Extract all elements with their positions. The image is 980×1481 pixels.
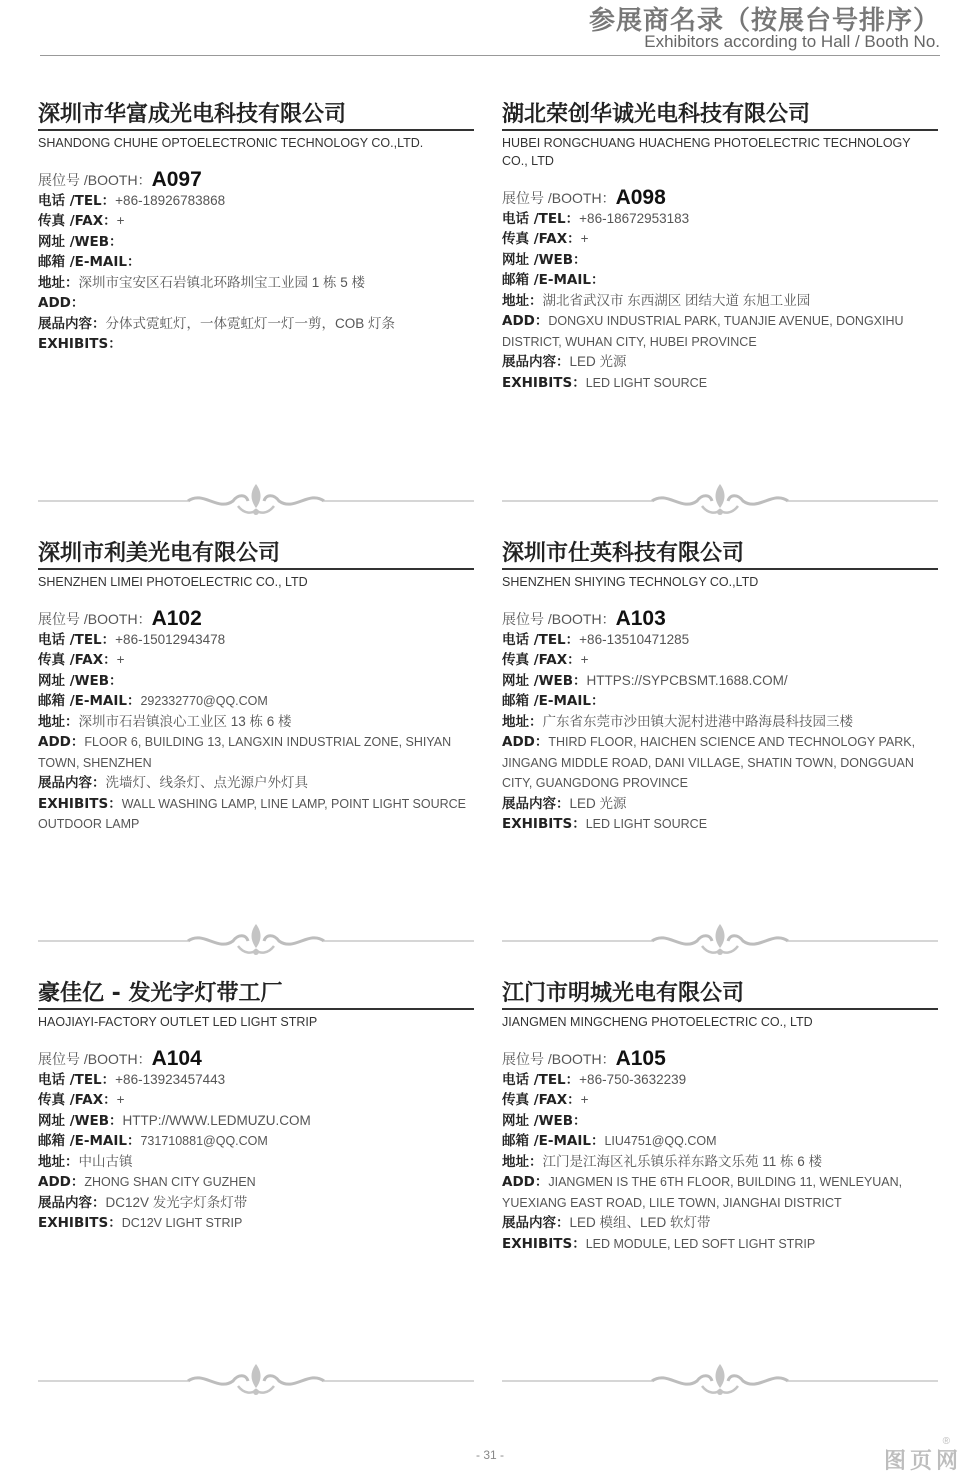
fax-value: + (580, 1092, 589, 1107)
address-cn-row (502, 1152, 938, 1173)
fax-label: 传真 /FAX： (502, 1092, 581, 1108)
fax-value: + (116, 652, 125, 667)
exhibits-en-label: EXHIBITS： (38, 336, 122, 352)
exhibits-cn-label: 展品内容： (38, 775, 106, 791)
page-number: - 31 - (475, 1448, 504, 1462)
email-row (38, 691, 474, 712)
web-row (502, 1111, 938, 1132)
fax-row (502, 229, 938, 250)
exhibits-cn-value: 洗墙灯、线条灯、点光源户外灯具 (105, 775, 308, 790)
web-label: 网址 /WEB： (502, 672, 587, 689)
email-row (502, 691, 938, 712)
exhibits-cn-label: 展品内容： (502, 795, 570, 812)
tel-label: 电话 /TEL： (38, 1071, 116, 1088)
company-name-cn: 江门市明城光电有限公司 (502, 981, 745, 1006)
exhibits-cn-row (502, 352, 938, 373)
email-label: 邮箱 /E-MAIL： (502, 693, 605, 709)
web-label: 网址 /WEB： (38, 1112, 123, 1129)
exhibitor-card (38, 539, 474, 835)
company-name-cn: 豪佳亿 - 发光字灯带工厂 (38, 981, 283, 1006)
tel-row (38, 1070, 474, 1091)
web-row (38, 671, 474, 692)
email-link[interactable]: LIU4751@QQ.COM (604, 1134, 717, 1148)
exhibits-cn-row (502, 794, 938, 815)
company-name-en: HAOJIAYI-FACTORY OUTLET LED LIGHT STRIP (38, 1015, 318, 1029)
address-en-row (502, 732, 938, 794)
exhibitor-card (38, 100, 474, 355)
exhibits-cn-label: 展品内容： (502, 354, 570, 370)
booth-row (502, 1049, 938, 1070)
address-cn-row (38, 712, 474, 733)
address-cn-label: 地址： (38, 1153, 79, 1170)
ornament-divider (502, 480, 938, 520)
tel-value: +86-18926783868 (115, 192, 226, 208)
exhibits-en-value: WALL WASHING LAMP, LINE LAMP, POINT LIGHT SOURCE OUTDOOR LAMP (38, 796, 467, 831)
tel-row (502, 1070, 938, 1091)
address-cn-value: 湖北省武汉市 东西湖区 团结大道 东旭工业园 (542, 292, 811, 308)
exhibits-cn-row (502, 1213, 938, 1234)
address-en-label: ADD： (502, 1174, 549, 1190)
fax-label: 传真 /FAX： (38, 1092, 117, 1108)
address-cn-label: 地址： (502, 292, 543, 309)
tel-label: 电话 /TEL： (38, 631, 116, 648)
address-en-label: ADD： (38, 1174, 85, 1190)
exhibits-cn-value: LED 光源 (569, 795, 627, 811)
address-cn-label: 地址： (502, 713, 543, 730)
booth-label: 展位号 /BOOTH： (38, 172, 152, 188)
tel-value: +86-18672953183 (579, 210, 690, 226)
web-row (502, 250, 938, 271)
email-row (502, 270, 938, 291)
booth-label: 展位号 /BOOTH： (38, 1051, 152, 1067)
fax-label: 传真 /FAX： (38, 652, 117, 668)
tel-label: 电话 /TEL： (502, 1071, 580, 1088)
booth-label: 展位号 /BOOTH： (38, 611, 152, 627)
exhibits-en-label: EXHIBITS： (502, 1235, 586, 1252)
exhibits-cn-label: 展品内容： (38, 315, 106, 332)
fax-label: 传真 /FAX： (38, 213, 117, 229)
tel-label: 电话 /TEL： (502, 210, 580, 227)
email-label: 邮箱 /E-MAIL： (38, 693, 141, 709)
booth-number: A097 (151, 168, 202, 191)
email-label: 邮箱 /E-MAIL： (502, 272, 605, 288)
address-en-value: THIRD FLOOR, HAICHEN SCIENCE AND TECHNOLOGY PARK, JINGANG MIDDLE ROAD, DANI VILLAGE, SHATIN TOWN, DONGGUAN CITY, GUANGDONG PROVINCE (502, 735, 916, 790)
fax-value: + (116, 213, 125, 228)
booth-number: A103 (615, 607, 666, 630)
web-label: 网址 /WEB： (38, 672, 123, 689)
company-name-en: HUBEI RONGCHUANG HUACHENG PHOTOELECTRIC TECHNOLOGY CO., LTD (502, 136, 911, 168)
address-cn-row (38, 273, 474, 294)
watermark-logo: 图页网 (883, 1449, 962, 1474)
exhibits-cn-value: LED 光源 (569, 354, 627, 369)
tel-row (502, 630, 938, 651)
exhibitor-card (502, 100, 938, 393)
address-en-row (38, 1172, 474, 1193)
tel-label: 电话 /TEL： (38, 192, 116, 209)
address-en-label: ADD： (38, 734, 85, 750)
exhibits-en-row (38, 1213, 474, 1234)
address-en-label: ADD： (502, 734, 549, 750)
email-row (38, 252, 474, 273)
fax-row (38, 1090, 474, 1111)
booth-row (502, 609, 938, 630)
company-name-en: JIANGMEN MINGCHENG PHOTOELECTRIC CO., LTD (502, 1015, 813, 1029)
address-cn-value: 中山古镇 (78, 1153, 133, 1169)
booth-label: 展位号 /BOOTH： (502, 1051, 616, 1067)
tel-label: 电话 /TEL： (502, 631, 580, 648)
exhibits-cn-row (38, 773, 474, 794)
exhibitor-card (502, 539, 938, 835)
tel-value: +86-13510471285 (579, 631, 690, 647)
fax-row (502, 1090, 938, 1111)
address-en-row (38, 732, 474, 773)
address-cn-value: 深圳市宝安区石岩镇北环路圳宝工业园 1 栋 5 楼 (78, 274, 366, 290)
tel-row (38, 630, 474, 651)
tel-value: +86-15012943478 (115, 631, 226, 647)
company-name-en: SHANDONG CHUHE OPTOELECTRONIC TECHNOLOGY CO.,LTD. (38, 136, 424, 150)
fax-value: + (116, 1092, 125, 1107)
tel-value: +86-750-3632239 (579, 1071, 687, 1087)
email-link[interactable]: 292332770@QQ.COM (140, 694, 268, 708)
booth-number: A102 (151, 607, 202, 630)
web-label: 网址 /WEB： (502, 251, 587, 268)
address-cn-label: 地址： (38, 274, 79, 291)
address-en-value: FLOOR 6, BUILDING 13, LANGXIN INDUSTRIAL ZONE, SHIYAN TOWN, SHENZHEN (38, 735, 452, 770)
web-label: 网址 /WEB： (502, 1112, 587, 1129)
email-label: 邮箱 /E-MAIL： (38, 254, 141, 270)
web-row (502, 671, 938, 692)
booth-label: 展位号 /BOOTH： (502, 611, 616, 627)
exhibits-cn-row (38, 314, 474, 335)
watermark-registered-mark: ® (942, 1436, 950, 1447)
web-link[interactable]: HTTP://WWW.LEDMUZU.COM (122, 1112, 311, 1128)
booth-number: A104 (151, 1047, 202, 1070)
header-rule (40, 55, 940, 56)
email-row (38, 1131, 474, 1152)
exhibits-cn-label: 展品内容： (38, 1194, 106, 1211)
address-en-value: DONGXU INDUSTRIAL PARK, TUANJIE AVENUE, DONGXIHU DISTRICT, WUHAN CITY, HUBEI PROVINCE (502, 314, 904, 349)
exhibitor-card (38, 979, 474, 1234)
address-en-label: ADD： (502, 313, 549, 329)
email-row (502, 1131, 938, 1152)
page-title-cn: 参展商名录（按展台号排序） (588, 6, 940, 36)
exhibits-en-row (38, 334, 474, 355)
exhibits-en-label: EXHIBITS： (502, 374, 586, 391)
address-cn-label: 地址： (38, 713, 79, 730)
booth-row (38, 1049, 474, 1070)
company-name-cn: 深圳市仕英科技有限公司 (502, 541, 745, 566)
address-cn-label: 地址： (502, 1153, 543, 1170)
exhibits-en-value: DC12V LIGHT STRIP (121, 1216, 243, 1230)
fax-label: 传真 /FAX： (502, 652, 581, 668)
exhibits-en-value: LED MODULE, LED SOFT LIGHT STRIP (585, 1236, 816, 1251)
fax-row (38, 650, 474, 671)
address-cn-row (38, 1152, 474, 1173)
email-link[interactable]: 731710881@QQ.COM (140, 1134, 268, 1148)
web-row (38, 232, 474, 253)
exhibits-en-label: EXHIBITS： (38, 795, 122, 812)
company-name-cn: 深圳市利美光电有限公司 (38, 541, 281, 566)
address-cn-value: 江门是江海区礼乐镇乐祥东路文乐苑 11 栋 6 楼 (542, 1153, 823, 1169)
ornament-divider (38, 480, 474, 520)
exhibits-en-label: EXHIBITS： (502, 816, 586, 832)
ornament-divider (502, 1360, 938, 1400)
address-cn-value: 广东省东莞市沙田镇大泥村进港中路海晨科技园三楼 (542, 713, 853, 729)
address-en-label: ADD： (38, 295, 85, 311)
exhibits-en-row (502, 373, 938, 394)
exhibits-en-value: LED LIGHT SOURCE (585, 375, 708, 390)
fax-value: + (580, 231, 589, 246)
ornament-divider (38, 920, 474, 960)
exhibits-cn-label: 展品内容： (502, 1215, 570, 1231)
booth-row (38, 609, 474, 630)
exhibits-en-row (38, 794, 474, 835)
exhibitor-card (502, 979, 938, 1254)
web-label: 网址 /WEB： (38, 233, 123, 250)
exhibits-en-value: LED LIGHT SOURCE (585, 817, 708, 831)
address-en-value: ZHONG SHAN CITY GUZHEN (84, 1175, 256, 1189)
booth-label: 展位号 /BOOTH： (502, 190, 616, 206)
booth-number: A098 (615, 186, 666, 209)
tel-value: +86-13923457443 (115, 1071, 226, 1087)
web-row (38, 1111, 474, 1132)
exhibits-cn-value: DC12V 发光字灯条灯带 (105, 1194, 248, 1210)
email-label: 邮箱 /E-MAIL： (502, 1133, 605, 1149)
tel-row (38, 191, 474, 212)
address-cn-value: 深圳市石岩镇浪心工业区 13 栋 6 楼 (78, 713, 292, 729)
address-en-row (38, 293, 474, 314)
fax-value: + (580, 652, 589, 667)
exhibits-en-row (502, 1234, 938, 1255)
fax-row (38, 211, 474, 232)
company-name-cn: 湖北荣创华诚光电科技有限公司 (502, 102, 811, 127)
exhibits-cn-value: 分体式霓虹灯，一体霓虹灯一灯一剪，COB 灯条 (105, 315, 396, 331)
address-en-row (502, 311, 938, 352)
company-name-en: SHENZHEN LIMEI PHOTOELECTRIC CO., LTD (38, 575, 308, 589)
fax-row (502, 650, 938, 671)
address-cn-row (502, 712, 938, 733)
company-name-en: SHENZHEN SHIYING TECHNOLGY CO.,LTD (502, 575, 759, 589)
booth-row (502, 188, 938, 209)
exhibits-en-row (502, 814, 938, 835)
fax-label: 传真 /FAX： (502, 231, 581, 247)
ornament-divider (38, 1360, 474, 1400)
ornament-divider (502, 920, 938, 960)
email-label: 邮箱 /E-MAIL： (38, 1133, 141, 1149)
page-title-en: Exhibitors according to Hall / Booth No. (644, 32, 940, 51)
address-cn-row (502, 291, 938, 312)
booth-number: A105 (615, 1047, 666, 1070)
exhibits-cn-value: LED 模组、LED 软灯带 (569, 1215, 711, 1230)
address-en-row (502, 1172, 938, 1213)
booth-row (38, 170, 474, 191)
exhibits-en-label: EXHIBITS： (38, 1215, 122, 1231)
address-en-value: JIANGMEN IS THE 6TH FLOOR, BUILDING 11, WENLEYUAN, YUEXIANG EAST ROAD, LILE TOWN, JIANGHAI DISTRICT (502, 1175, 903, 1210)
exhibits-cn-row (38, 1193, 474, 1214)
company-name-cn: 深圳市华富成光电科技有限公司 (38, 102, 347, 127)
tel-row (502, 209, 938, 230)
web-link[interactable]: HTTPS://SYPCBSMT.1688.COM/ (586, 672, 788, 688)
